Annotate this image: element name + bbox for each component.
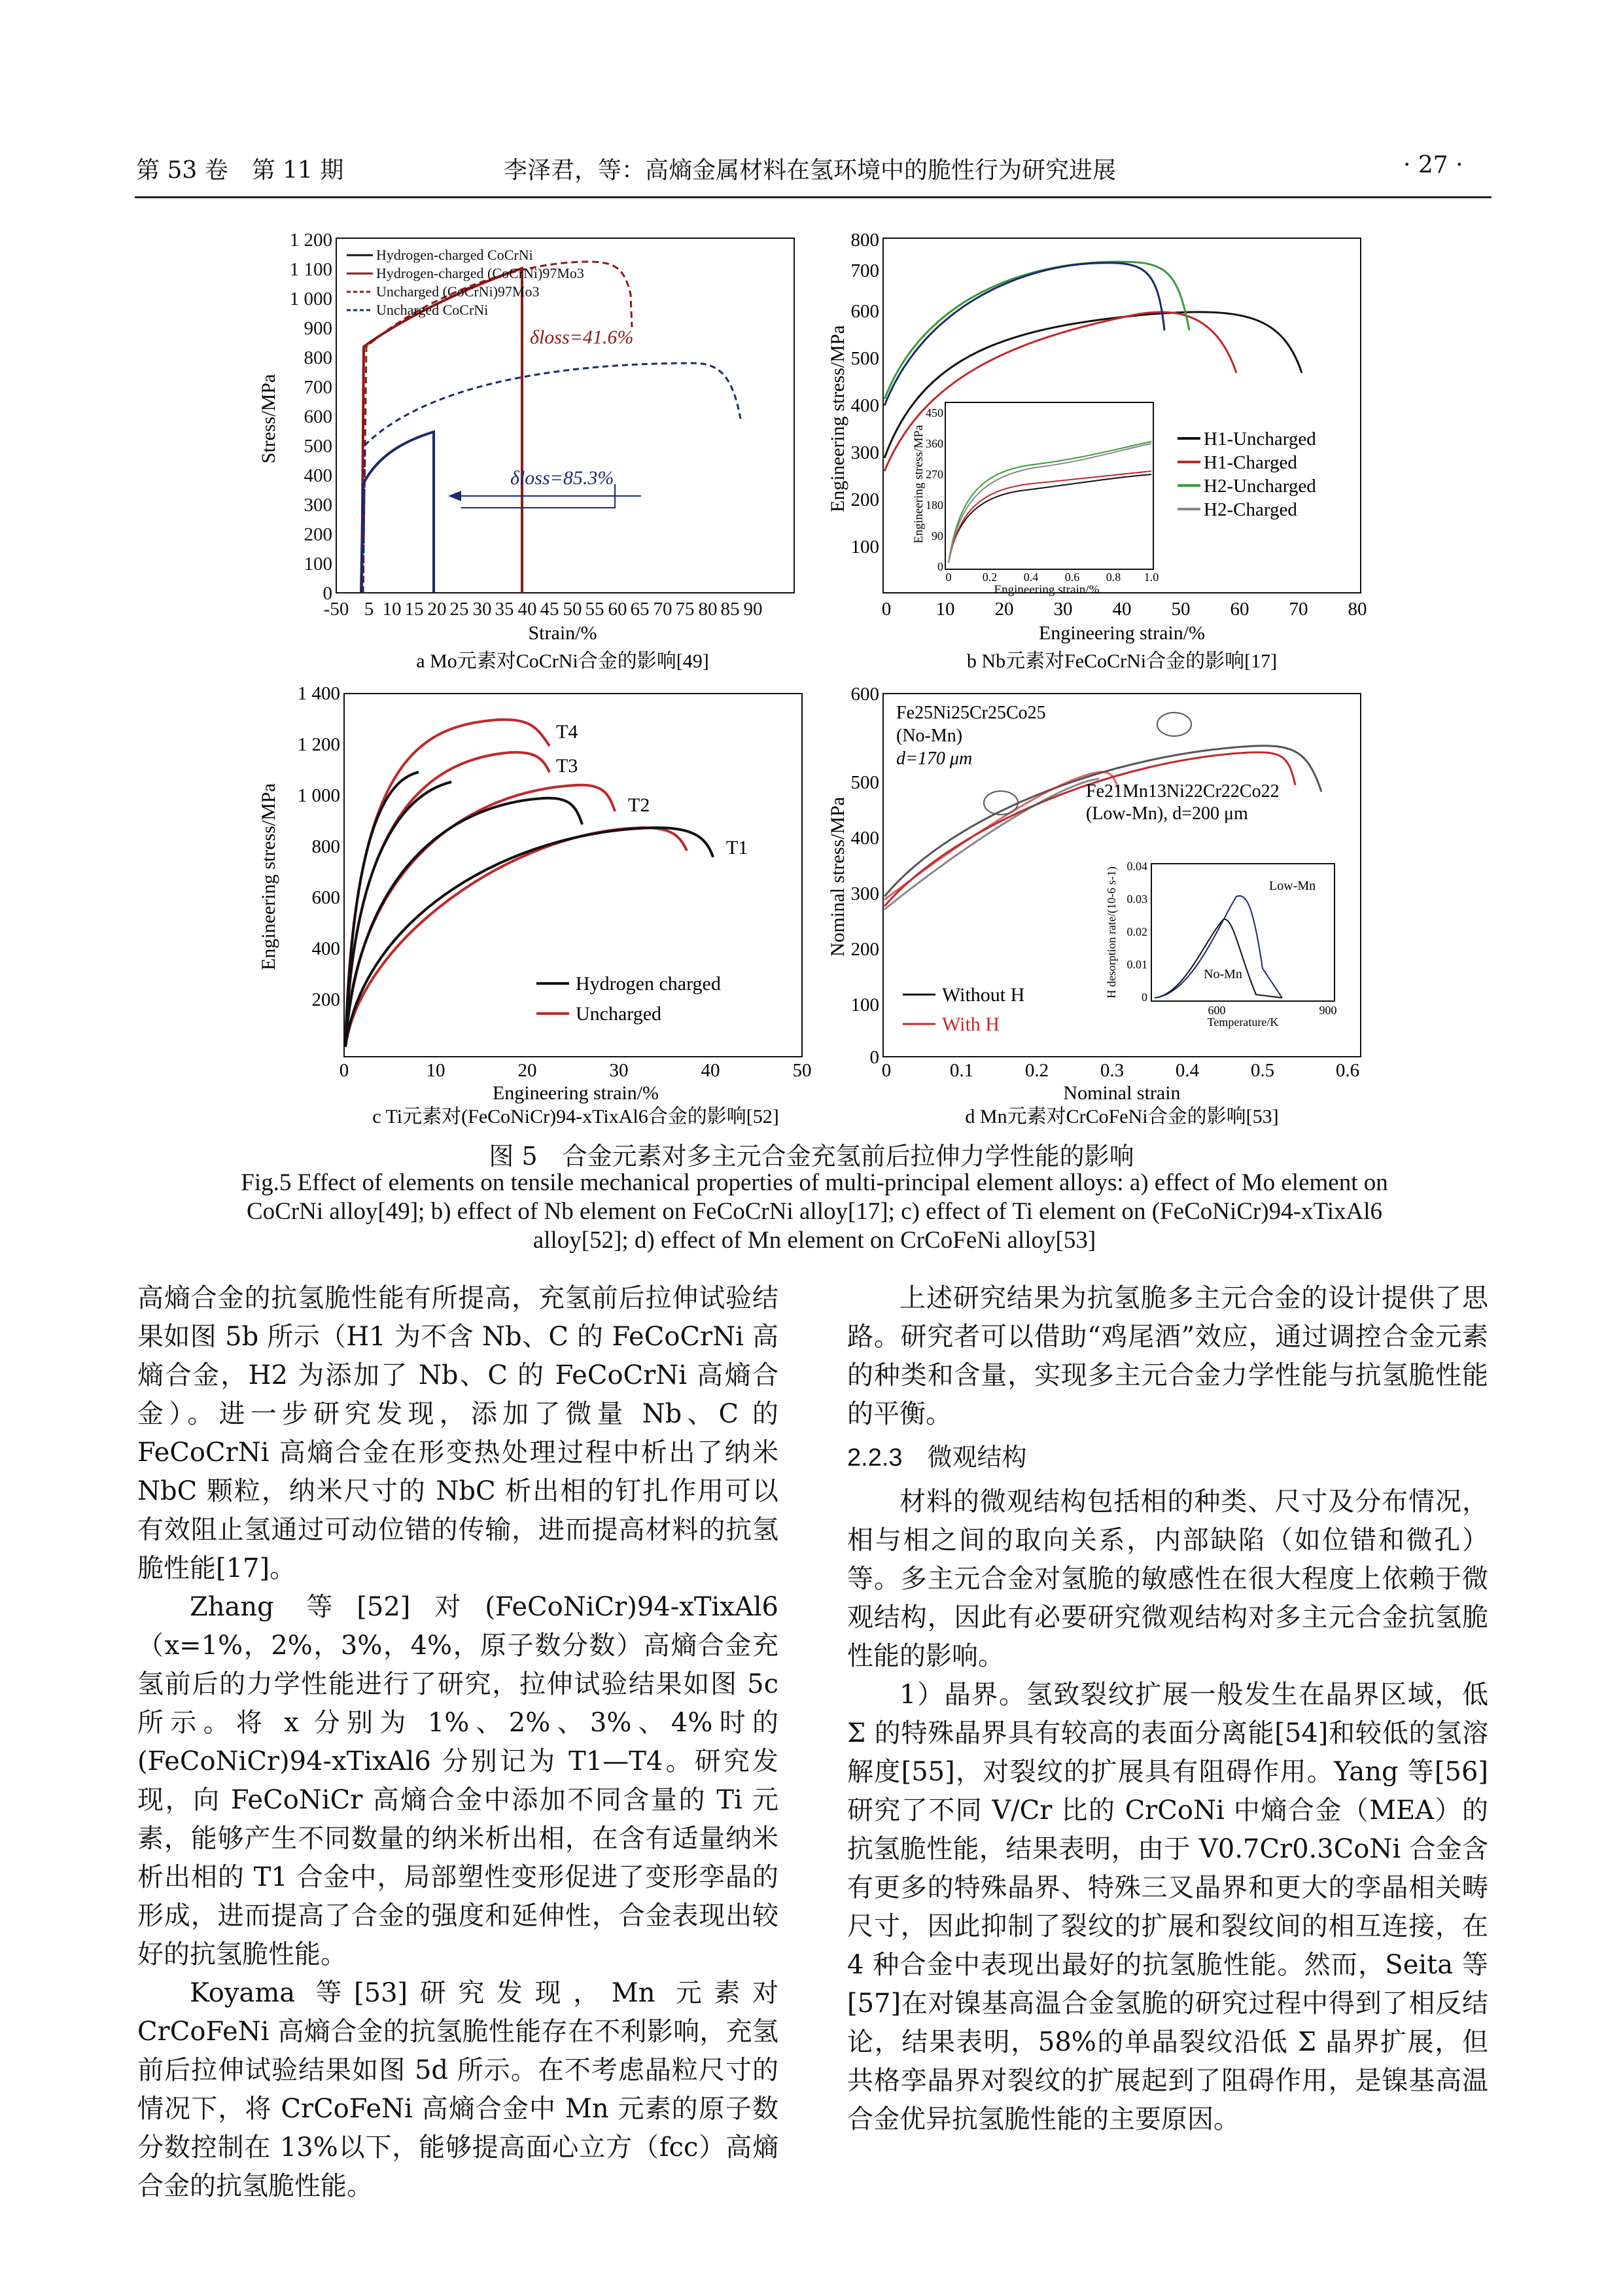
svg-text:200: 200 [850,489,879,510]
svg-text:0.1: 0.1 [949,1060,974,1081]
svg-text:90: 90 [932,529,943,542]
paragraph: 材料的微观结构包括相的种类、尺寸及分布情况，相与相之间的取向关系，内部缺陷（如位错和微孔）等。多主元合金对氢脆的敏感性在很大程度上依赖于微观结构，因此有必要研究微观结构对多主元合金抗氢脆性能的影响。 [847,1487,1488,1671]
panel-a-chart [249,222,824,680]
svg-text:Temperature/K: Temperature/K [1207,1016,1279,1029]
svg-text:No-Mn: No-Mn [1204,967,1242,981]
svg-text:5: 5 [364,599,374,620]
panel-d-chart [824,680,1400,1132]
svg-text:d=170 μm: d=170 μm [896,749,973,769]
svg-text:700: 700 [304,377,332,398]
svg-text:-50: -50 [323,599,349,620]
svg-text:80: 80 [1348,599,1367,620]
svg-text:75: 75 [675,599,695,620]
svg-text:40: 40 [701,1060,720,1081]
svg-text:100: 100 [304,554,332,574]
svg-text:0.8: 0.8 [1106,571,1121,584]
figure-caption-en: Fig.5 Effect of elements on tensile mechanical properties of multi-principal element alloys: a) effect of Mo element on CoCrNi alloy[49]; b) effect of Nb element on FeCoCrNi alloy[17]; c) effect of Ti element on (FeCoNiCr)94-xTixAl6 alloy[52]; d) effect of Mn element on CrCoFeNi alloy[53] [241,1169,1388,1254]
svg-text:(No-Mn): (No-Mn) [896,726,963,746]
right-column [847,1279,1488,2139]
svg-text:Strain/%: Strain/% [528,622,597,644]
svg-text:100: 100 [850,537,879,557]
svg-text:600: 600 [304,406,332,427]
svg-text:80: 80 [698,599,718,620]
svg-text:200: 200 [311,989,340,1010]
svg-text:Engineering stress/MPa: Engineering stress/MPa [258,783,279,970]
svg-text:Uncharged: Uncharged [576,1003,662,1025]
svg-text:Uncharged (CoCrNi)97Mo3: Uncharged (CoCrNi)97Mo3 [376,283,540,300]
svg-text:35: 35 [495,599,514,620]
journal-issue: 第 53 卷 第 11 期 [136,157,344,184]
svg-text:d Mn元素对CrCoFeNi合金的影响[53]: d Mn元素对CrCoFeNi合金的影响[53] [965,1106,1279,1127]
svg-text:0: 0 [339,1060,349,1081]
svg-text:30: 30 [472,599,492,620]
svg-text:600: 600 [311,887,340,908]
svg-text:0.3: 0.3 [1100,1060,1125,1081]
paragraph: 高熵合金的抗氢脆性能有所提高，充氢前后拉伸试验结果如图 5b 所示（H1 为不含 Nb、C 的 FeCoCrNi 高熵合金，H2 为添加了 Nb、C 的 FeCoCrNi 高熵合金）。进一步研究发现，添加了微量 Nb、C 的 FeCoCrNi 高熵合金在形变热处理过程中析出了纳米 NbC 颗粒，纳米尺寸的 NbC 析出相的钉扎作用可以有效阻止氢通过可动位错的传输，进而提高材料的抗氢脆性能[17]。 [137,1283,778,1583]
svg-text:H2-Charged: H2-Charged [1204,499,1297,520]
svg-text:With H: With H [942,1014,1000,1035]
svg-text:10: 10 [935,599,955,620]
panel-c-chart [249,680,824,1132]
svg-text:70: 70 [1289,599,1308,620]
svg-text:a Mo元素对CoCrNi合金的影响[49]: a Mo元素对CoCrNi合金的影响[49] [416,650,709,672]
svg-text:50: 50 [1171,599,1191,620]
svg-text:Hydrogen-charged (CoCrNi)97Mo3: Hydrogen-charged (CoCrNi)97Mo3 [376,265,584,281]
svg-text:15: 15 [404,599,424,620]
svg-text:1 200: 1 200 [297,734,340,755]
svg-text:Hydrogen charged: Hydrogen charged [576,973,721,995]
section-heading: 2.2.3 微观结构 [847,1444,1027,1472]
svg-text:20: 20 [427,599,447,620]
svg-text:H1-Charged: H1-Charged [1204,452,1297,473]
svg-text:50: 50 [792,1060,812,1081]
svg-text:500: 500 [304,436,332,457]
svg-text:Nominal strain: Nominal strain [1063,1082,1181,1104]
svg-text:30: 30 [1053,599,1073,620]
svg-text:H1-Uncharged: H1-Uncharged [1204,429,1316,450]
paragraph: Koyama 等[53]研究发现，Mn 元素对 CrCoFeNi 高熵合金的抗氢脆性能存在不利影响，充氢前后拉伸试验结果如图 5d 所示。在不考虑晶粒尺寸的情况下，将 CrCoFeNi 高熵合金中 Mn 元素的原子数分数控制在 13%以下，能够提高面心立方（fcc）高熵合金的抗氢脆性能。 [137,1978,778,2201]
svg-text:0: 0 [881,1060,892,1081]
svg-text:300: 300 [304,495,332,516]
svg-text:600: 600 [850,301,879,322]
svg-text:T4: T4 [556,721,578,743]
svg-text:T2: T2 [628,794,650,816]
svg-text:800: 800 [304,347,332,368]
svg-text:400: 400 [850,828,879,849]
svg-text:400: 400 [311,938,340,959]
svg-text:Engineering stress/MPa: Engineering stress/MPa [827,325,848,512]
paragraph: 1）晶界。氢致裂纹扩展一般发生在晶界区域，低 Σ 的特殊晶界具有较高的表面分离能[54]和较低的氢溶解度[55]，对裂纹的扩展具有阻碍作用。Yang 等[56]研究了不同 V/Cr 比的 CrCoNi 中熵合金（MEA）的抗氢脆性能，结果表明，由于 V0.7Cr0.3CoNi 合金含有更多的特殊晶界、特殊三叉晶界和更大的孪晶相关畴尺寸，因此抑制了裂纹的扩展和裂纹间的相互连接，在 4 种合金中表现出最好的抗氢脆性能。然而，Seita 等[57]在对镍基高温合金氢脆的研究过程中得到了相反结论，结果表明，58%的单晶裂纹沿低 Σ 晶界扩展，但共格孪晶界对裂纹的扩展起到了阻碍作用，是镍基高温合金优异抗氢脆性能的主要原因。 [847,1680,1488,2134]
svg-text:600: 600 [850,684,879,705]
svg-text:0: 0 [937,560,943,573]
svg-text:270: 270 [926,468,943,481]
svg-text:b Nb元素对FeCoCrNi合金的影响[17]: b Nb元素对FeCoCrNi合金的影响[17] [966,650,1278,672]
svg-text:(Low-Mn), d=200 μm: (Low-Mn), d=200 μm [1086,804,1248,824]
svg-text:Without H: Without H [942,984,1025,1006]
svg-text:T3: T3 [556,755,578,777]
svg-text:0: 0 [945,571,952,584]
svg-text:Engineering stress/MPa: Engineering stress/MPa [912,425,926,544]
svg-text:Fe25Ni25Cr25Co25: Fe25Ni25Cr25Co25 [896,703,1046,723]
figure-caption-cn: 图 5 合金元素对多主元合金充氢前后拉伸力学性能的影响 [489,1142,1134,1171]
svg-text:Engineering strain/%: Engineering strain/% [1038,622,1206,644]
svg-text:δloss=41.6%: δloss=41.6% [530,327,634,348]
svg-text:Stress/MPa: Stress/MPa [258,374,279,464]
svg-text:Uncharged CoCrNi: Uncharged CoCrNi [376,302,489,318]
svg-text:60: 60 [608,599,627,620]
svg-text:Nominal stress/MPa: Nominal stress/MPa [827,796,848,957]
svg-text:0: 0 [1142,991,1147,1004]
svg-text:1 400: 1 400 [297,683,340,704]
svg-text:800: 800 [311,836,340,857]
svg-text:360: 360 [926,437,943,450]
svg-text:65: 65 [630,599,650,620]
svg-text:0: 0 [881,599,892,620]
svg-text:H desorption rate/(10-6 s-1): H desorption rate/(10-6 s-1) [1105,866,1118,998]
svg-text:900: 900 [1319,1004,1337,1017]
paragraph: 上述研究结果为抗氢脆多主元合金的设计提供了思路。研究者可以借助“鸡尾酒”效应，通过调控合金元素的种类和含量，实现多主元合金力学性能与抗氢脆性能的平衡。 [847,1283,1488,1429]
svg-text:500: 500 [850,348,879,369]
svg-text:45: 45 [540,599,559,620]
svg-text:40: 40 [517,599,537,620]
svg-text:Hydrogen-charged CoCrNi: Hydrogen-charged CoCrNi [376,247,533,263]
svg-text:0.2: 0.2 [982,571,998,584]
panel-b-chart [824,222,1400,680]
svg-text:0.4: 0.4 [1175,1060,1200,1081]
svg-text:900: 900 [304,318,332,339]
svg-text:90: 90 [743,599,763,620]
svg-text:0.01: 0.01 [1126,958,1147,971]
svg-text:1 000: 1 000 [289,289,332,309]
svg-text:600: 600 [1208,1004,1226,1017]
svg-text:1 100: 1 100 [289,259,332,280]
svg-text:70: 70 [653,599,672,620]
svg-text:0: 0 [869,1047,879,1068]
svg-text:300: 300 [850,442,879,463]
svg-text:400: 400 [304,465,332,486]
svg-text:10: 10 [426,1060,445,1081]
svg-text:δloss=85.3%: δloss=85.3% [510,467,614,489]
svg-text:1 000: 1 000 [297,785,340,806]
svg-text:T1: T1 [726,837,748,858]
svg-text:0.6: 0.6 [1335,1060,1360,1081]
svg-text:30: 30 [609,1060,629,1081]
svg-text:Fe21Mn13Ni22Cr22Co22: Fe21Mn13Ni22Cr22Co22 [1086,781,1280,802]
header-rule [135,196,1492,198]
svg-text:25: 25 [449,599,469,620]
running-title: 李泽君，等：高熵金属材料在氢环境中的脆性行为研究进展 [504,157,1117,184]
svg-text:0.5: 0.5 [1250,1060,1275,1081]
svg-text:700: 700 [850,260,879,281]
svg-text:0: 0 [323,583,332,604]
left-column [137,1279,778,2206]
svg-text:400: 400 [850,395,879,416]
svg-text:500: 500 [850,772,879,793]
svg-text:0.4: 0.4 [1023,571,1039,584]
svg-text:H2-Uncharged: H2-Uncharged [1204,476,1316,497]
svg-text:1.0: 1.0 [1143,571,1159,584]
svg-text:Low-Mn: Low-Mn [1269,879,1316,893]
svg-text:0.6: 0.6 [1064,571,1080,584]
svg-text:10: 10 [382,599,402,620]
svg-text:1 200: 1 200 [289,230,332,251]
svg-text:0.02: 0.02 [1126,925,1147,938]
page-number: · 27 · [1403,152,1463,179]
svg-text:450: 450 [926,406,943,419]
svg-text:Engineering strain/%: Engineering strain/% [492,1082,659,1104]
svg-text:100: 100 [850,995,879,1016]
svg-text:0.2: 0.2 [1024,1060,1049,1081]
svg-text:0.03: 0.03 [1126,892,1147,906]
svg-text:200: 200 [850,939,879,960]
svg-text:180: 180 [926,499,943,512]
svg-text:20: 20 [517,1060,537,1081]
svg-text:20: 20 [994,599,1014,620]
svg-text:300: 300 [850,883,879,904]
svg-text:200: 200 [304,524,332,545]
svg-text:40: 40 [1112,599,1132,620]
svg-text:60: 60 [1230,599,1249,620]
svg-text:0.04: 0.04 [1126,860,1147,873]
svg-text:Engineering strain/%: Engineering strain/% [994,583,1100,597]
svg-text:50: 50 [563,599,582,620]
svg-text:85: 85 [720,599,740,620]
svg-text:800: 800 [850,230,879,251]
paragraph: Zhang 等[52]对(FeCoNiCr)94-xTixAl6（x=1%，2%，3%，4%，原子数分数）高熵合金充氢前后的力学性能进行了研究，拉伸试验结果如图 5c 所示。将 x 分别为 1%、2%、3%、4%时的(FeCoNiCr)94-xTixAl6 分别记为 T1—T4。研究发现，向 FeCoNiCr 高熵合金中添加不同含量的 Ti 元素，能够产生不同数量的纳米析出相，在含有适量纳米析出相的 T1 合金中，局部塑性变形促进了变形孪晶的形成，进而提高了合金的强度和延伸性，合金表现出较好的抗氢脆性能。 [137,1592,778,1969]
svg-text:55: 55 [585,599,604,620]
svg-text:c Ti元素对(FeCoNiCr)94-xTixAl6合金的: c Ti元素对(FeCoNiCr)94-xTixAl6合金的影响[52] [372,1106,779,1127]
